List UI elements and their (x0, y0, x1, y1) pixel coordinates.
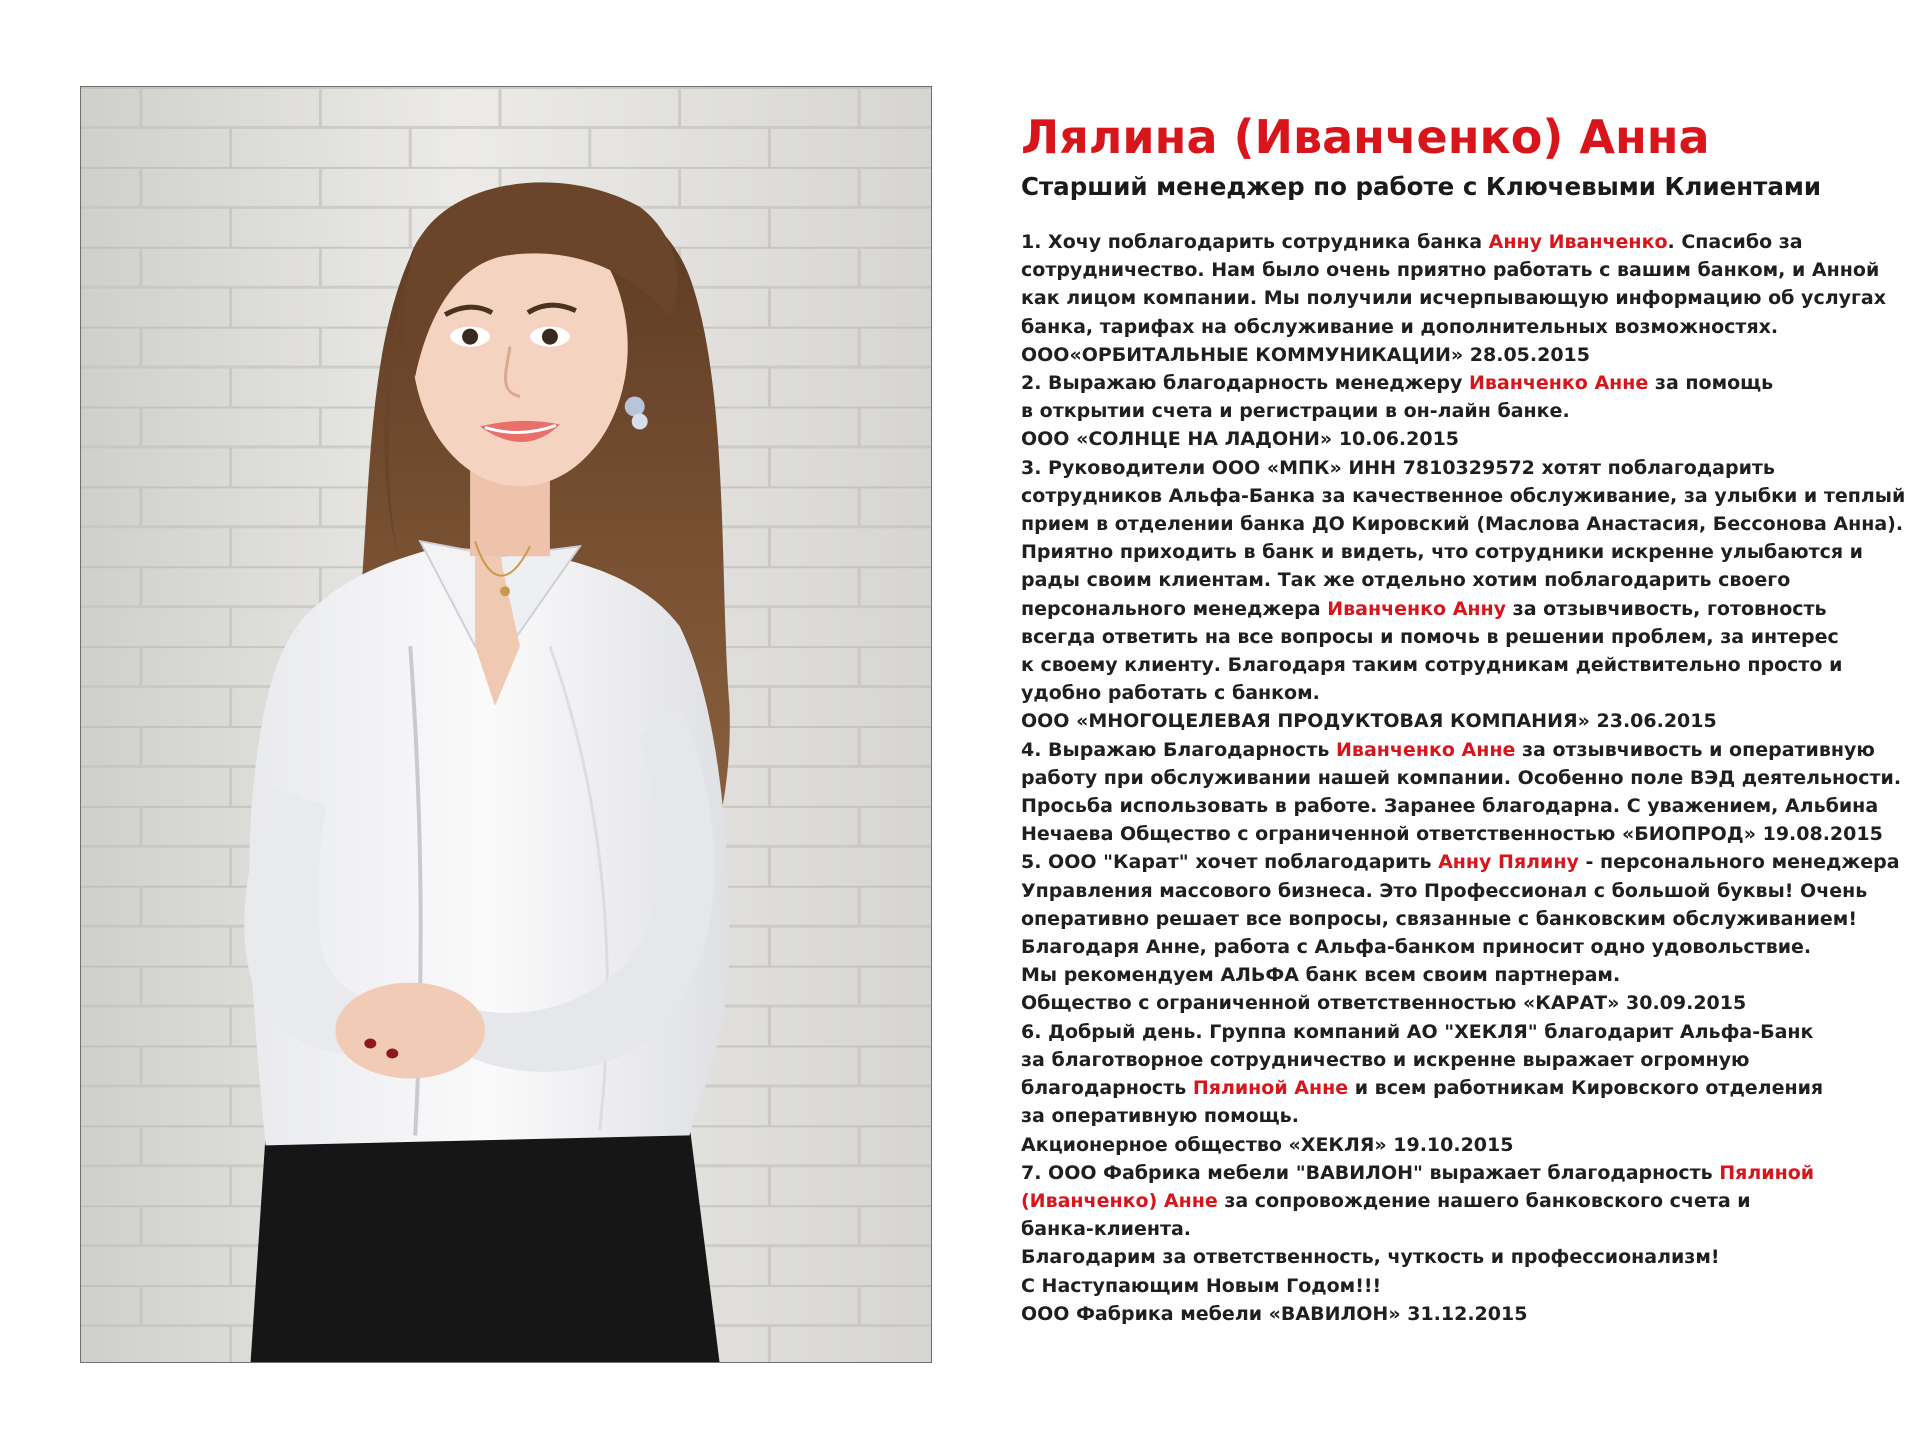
review-line (1021, 425, 1881, 453)
review-line (1021, 566, 1881, 594)
review-line (1021, 1300, 1881, 1328)
review-line (1021, 228, 1881, 256)
review-text: ООО «СОЛНЦЕ НА ЛАДОНИ» 10.06.2015 (1021, 428, 1460, 451)
review-text: С Наступающим Новым Годом!!! (1021, 1274, 1382, 1297)
review-line (1021, 736, 1881, 764)
person-name: Лялина (Иванченко) Анна (1021, 110, 1710, 164)
review-line (1021, 313, 1881, 341)
review-line (1021, 1243, 1881, 1271)
review-text: 1. Хочу поблагодарить сотрудника банка (1021, 231, 1489, 253)
review-text: Благодарим за ответственность, чуткость и профессионализм! (1021, 1246, 1720, 1269)
text-column (1021, 108, 1906, 1328)
review-text: 5. ООО "Карат" хочет поблагодарить (1021, 851, 1439, 874)
review-text: как лицом компании. Мы получили исчерпывающую информацию об услугах (1021, 287, 1887, 310)
review-text: персонального менеджера (1021, 597, 1328, 620)
review-text: и всем работникам Кировского отделения (1348, 1077, 1824, 1100)
review-line (1021, 764, 1902, 792)
review-text: за помощь (1648, 372, 1774, 395)
highlighted-name: Анну Иванченко (1488, 231, 1668, 253)
review-line (1021, 1272, 1881, 1300)
review-line (1021, 651, 1881, 679)
review-text: ООО«ОРБИТАЛЬНЫЕ КОММУНИКАЦИИ» 28.05.2015 (1021, 343, 1590, 366)
portrait-image (81, 87, 931, 1362)
review-text: 3. Руководители ООО «МПК» ИНН 7810329572 хотят поблагодарить (1021, 456, 1775, 479)
review-text: - персонального менеджера (1578, 851, 1900, 874)
review-line (1021, 679, 1881, 707)
review-text: Приятно приходить в банк и видеть, что сотрудники искренне улыбаются и (1021, 541, 1863, 564)
highlighted-name: Пялиной Анне (1192, 1077, 1349, 1100)
highlighted-name: Иванченко Анне (1336, 738, 1516, 761)
review-text: ООО Фабрика мебели «ВАВИЛОН» 31.12.2015 (1021, 1302, 1528, 1325)
review-line (1021, 1187, 1881, 1215)
review-line (1021, 1074, 1881, 1102)
review-text: 6. Добрый день. Группа компаний АО "ХЕКЛЯ" благодарит Альфа-Банк (1021, 1020, 1814, 1043)
review-text: в открытии счета и регистрации в он-лайн банке. (1021, 400, 1570, 423)
review-line (1021, 1131, 1881, 1159)
review-line (1021, 877, 1881, 905)
review-line (1021, 1159, 1881, 1187)
review-line (1021, 848, 1900, 876)
review-line (1021, 623, 1881, 651)
review-text: 7. ООО Фабрика мебели "ВАВИЛОН" выражает благодарность (1021, 1161, 1720, 1184)
review-text: работу при обслуживании нашей компании. Особенно поле ВЭД деятельности. (1021, 766, 1902, 789)
review-line (1021, 820, 1881, 848)
review-line (1021, 341, 1881, 369)
highlighted-name: Иванченко Анне (1468, 372, 1649, 395)
review-text: Просьба использовать в работе. Заранее благодарна. С уважением, Альбина (1021, 795, 1879, 818)
highlighted-name: (Иванченко) Анне (1021, 1189, 1218, 1212)
review-line (1021, 933, 1881, 961)
review-text: благодарность (1021, 1077, 1193, 1100)
review-line (1021, 792, 1881, 820)
review-line (1021, 284, 1887, 312)
review-line (1021, 989, 1881, 1017)
review-text: к своему клиенту. Благодаря таким сотрудникам действительно просто и (1021, 654, 1843, 677)
review-text: прием в отделении банка ДО Кировский (Маслова Анастасия, Бессонова Анна). (1021, 513, 1904, 536)
review-line (1021, 510, 1904, 538)
review-line (1021, 454, 1881, 482)
review-text: банка-клиента. (1021, 1218, 1192, 1241)
review-text: всегда ответить на все вопросы и помочь в решении проблем, за интерес (1021, 625, 1839, 648)
review-text: за отзывчивость и оперативную (1515, 738, 1875, 761)
review-text: оперативно решает все вопросы, связанные с банковским обслуживанием! (1021, 907, 1857, 930)
highlighted-name: Иванченко Анну (1327, 597, 1507, 620)
portrait-photo (80, 86, 932, 1363)
review-text: . Спасибо за (1667, 231, 1803, 253)
review-text: Мы рекомендуем АЛЬФА банк всем своим партнерам. (1021, 964, 1621, 987)
review-text: удобно работать с банком. (1021, 682, 1320, 705)
review-text: за отзывчивость, готовность (1506, 597, 1827, 620)
review-line (1021, 707, 1881, 735)
review-item (1021, 848, 1900, 1017)
reviews-list (1021, 228, 1906, 1328)
review-text: Управления массового бизнеса. Это Профессионал с большой буквы! Очень (1021, 879, 1868, 902)
review-line (1021, 1102, 1881, 1130)
review-line (1021, 961, 1881, 989)
highlighted-name: Анну Пялину (1438, 851, 1579, 874)
review-line (1021, 256, 1881, 284)
highlighted-name: Пялиной (1719, 1161, 1815, 1184)
review-line (1021, 397, 1881, 425)
review-text: Благодаря Анне, работа с Альфа-банком приносит одно удовольствие. (1021, 936, 1812, 959)
review-text: банка, тарифах на обслуживание и дополнительных возможностях. (1021, 315, 1779, 338)
review-text: ООО «МНОГОЦЕЛЕВАЯ ПРОДУКТОВАЯ КОМПАНИЯ» 23.06.2015 (1021, 710, 1717, 733)
review-text: за благотворное сотрудничество и искренне выражает огромную (1021, 1048, 1750, 1071)
review-item (1021, 454, 1906, 736)
review-text: рады своим клиентам. Так же отдельно хотим поблагодарить своего (1021, 569, 1791, 592)
review-line (1021, 1018, 1881, 1046)
review-text: сотрудников Альфа-Банка за качественное обслуживание, за улыбки и теплый (1021, 484, 1906, 507)
review-line (1021, 1215, 1881, 1243)
review-text: за оперативную помощь. (1021, 1105, 1299, 1128)
review-item (1021, 228, 1887, 369)
job-title: Старший менеджер по работе с Ключевыми Клиентами (1021, 172, 1822, 201)
review-text: Общество с ограниченной ответственностью «КАРАТ» 30.09.2015 (1021, 992, 1747, 1015)
review-item (1021, 1018, 1881, 1159)
review-line (1021, 1046, 1881, 1074)
review-line (1021, 369, 1881, 397)
review-text: 2. Выражаю благодарность менеджеру (1021, 372, 1469, 395)
review-text: сотрудничество. Нам было очень приятно работать с вашим банком, и Анной (1021, 259, 1880, 282)
review-item (1021, 1159, 1881, 1328)
review-text: Акционерное общество «ХЕКЛЯ» 19.10.2015 (1021, 1133, 1514, 1156)
review-line (1021, 595, 1881, 623)
review-text: 4. Выражаю Благодарность (1021, 738, 1337, 761)
review-text: за сопровождение нашего банковского счета и (1217, 1189, 1751, 1212)
review-text: Нечаева Общество с ограниченной ответственностью «БИОПРОД» 19.08.2015 (1021, 823, 1883, 846)
review-line (1021, 482, 1906, 510)
review-item (1021, 736, 1902, 849)
review-item (1021, 369, 1881, 454)
review-line (1021, 905, 1881, 933)
review-line (1021, 538, 1881, 566)
